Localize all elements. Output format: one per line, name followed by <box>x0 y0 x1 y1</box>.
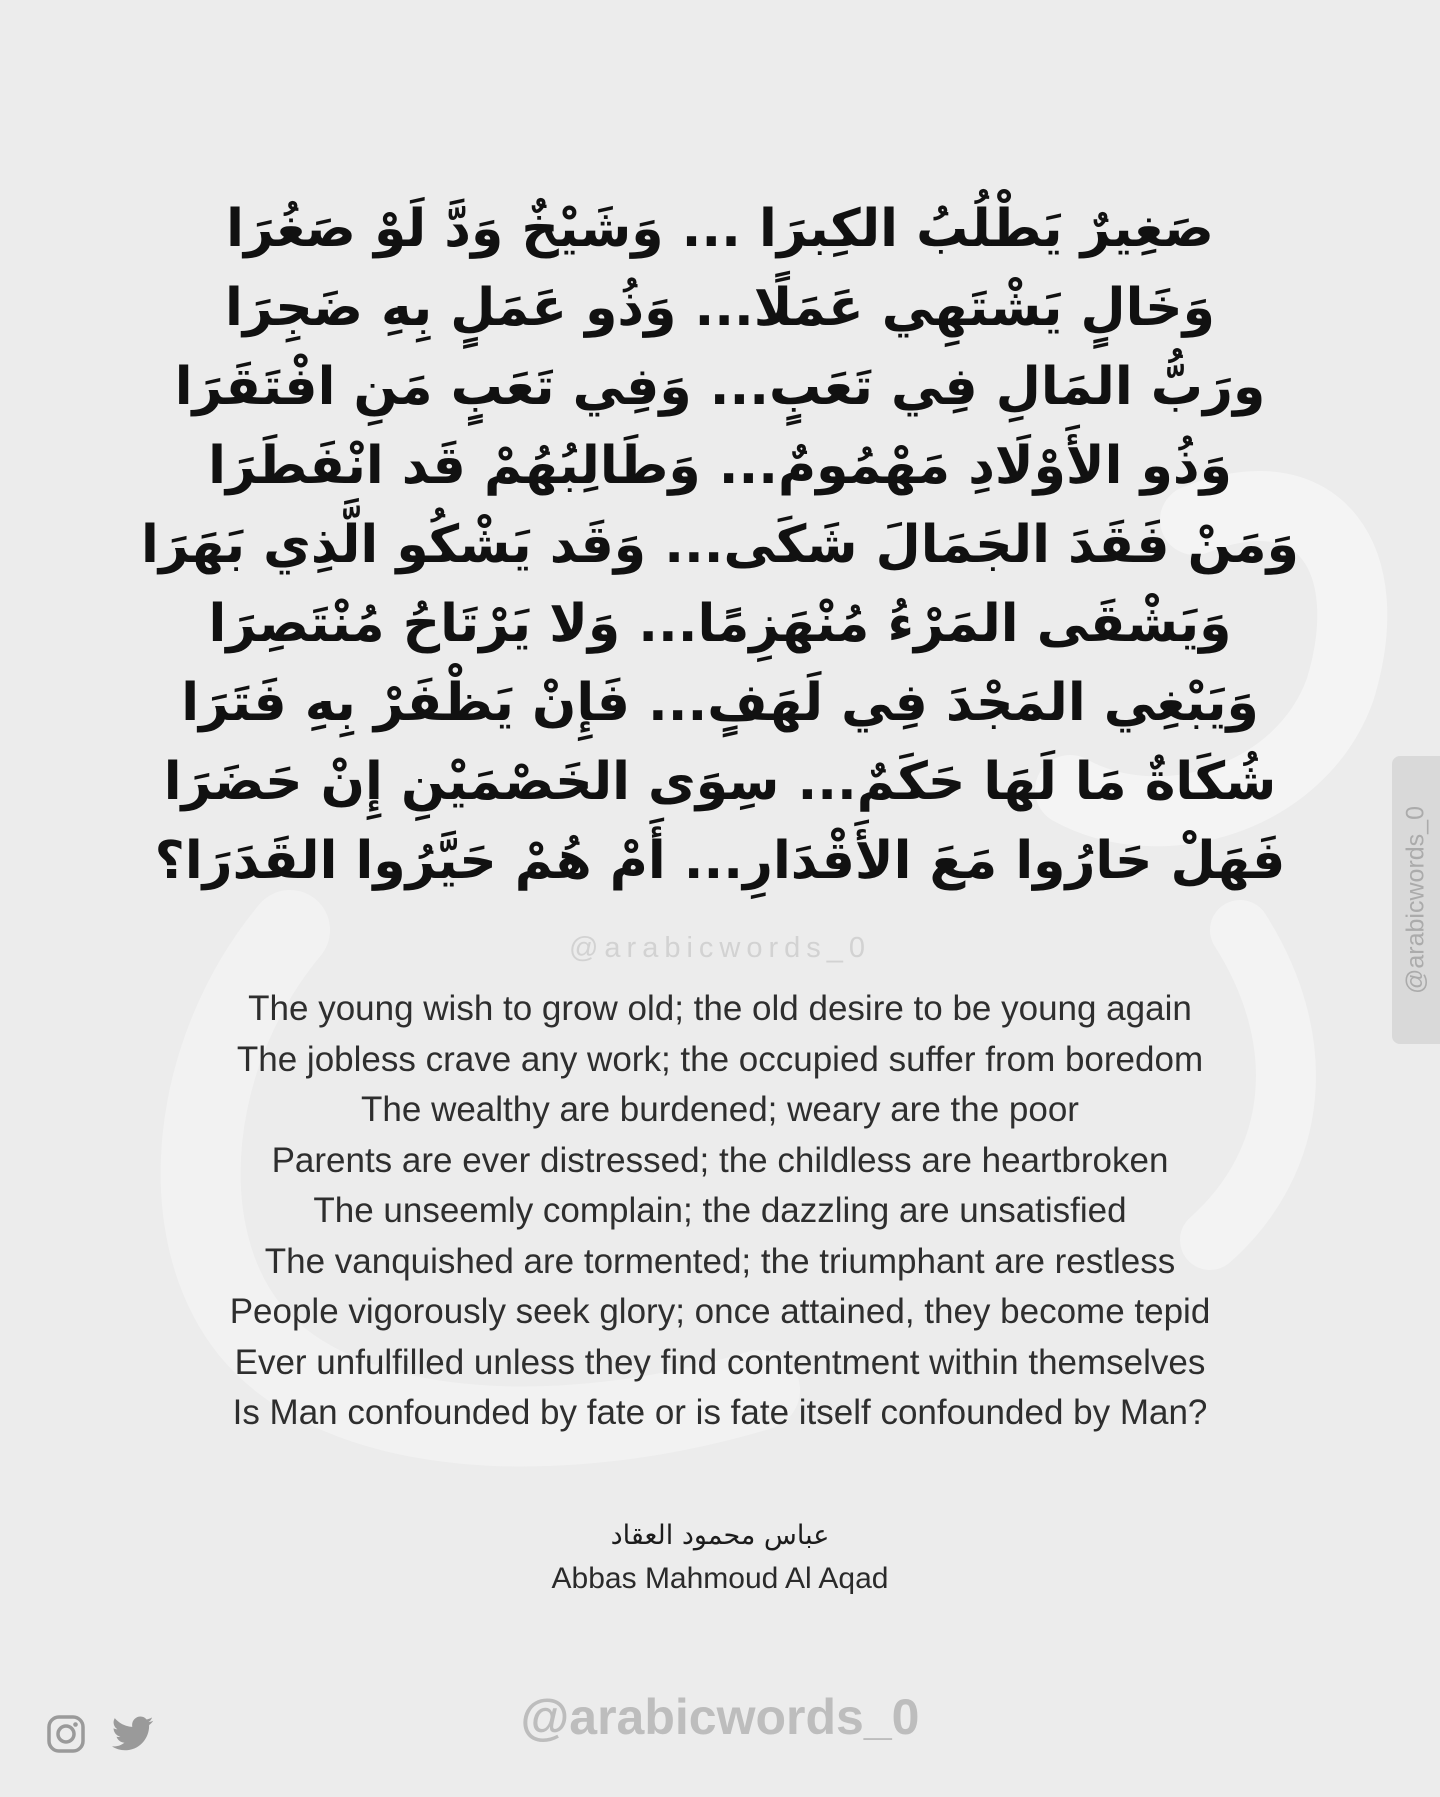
english-verse-line: People vigorously seek glory; once attained, they become tepid <box>229 1292 1211 1331</box>
english-verse-line: The vanquished are tormented; the triumphant are restless <box>264 1241 1176 1281</box>
english-verse-line: Is Man confounded by fate or is fate itself confounded by Man? <box>232 1393 1208 1432</box>
arabic-verse-line: فَهَلْ حَارُوا مَعَ الأَقْدَارِ... أَمْ هُمْ حَيَّرُوا القَدَرَا؟ <box>154 831 1286 891</box>
english-verse-line: Parents are ever distressed; the childless are heartbroken <box>271 1140 1169 1180</box>
english-verse-line: The wealthy are burdened; weary are the poor <box>361 1090 1079 1129</box>
arabic-verse-line: وَخَالٍ يَشْتَهِي عَمَلًا... وَذُو عَمَلٍ بِهِ ضَجِرَا <box>225 278 1215 338</box>
arabic-verse-line: وَذُو الأَوْلَادِ مَهْمُومٌ... وَطَالِبُهُمْ قَد انْفَطَرَا <box>208 436 1232 496</box>
english-verse-line: The unseemly complain; the dazzling are unsatisfied <box>313 1191 1127 1230</box>
english-verse-line: The jobless crave any work; the occupied suffer from boredom <box>236 1039 1204 1079</box>
arabic-verse-line: شُكَاةٌ مَا لَهَا حَكَمٌ... سِوَى الخَصْمَيْنِ إِنْ حَضَرَا <box>163 752 1277 812</box>
arabic-verse-line: وَمَنْ فَقَدَ الجَمَالَ شَكَى... وَقَد يَشْكُو الَّذِي بَهَرَا <box>141 515 1299 575</box>
arabic-verse-line: وَيَبْغِي المَجْدَ فِي لَهَفٍ... فَإِنْ يَظْفَرْ بِهِ فَتَرَا <box>181 673 1259 733</box>
english-translation <box>0 984 1440 1439</box>
author-name-arabic: عباس محمود العقاد <box>610 1520 830 1551</box>
arabic-verse-line: ورَبُّ المَالِ فِي تَعَبٍ... وَفِي تَعَبٍ مَنِ افْتَقَرَا <box>174 357 1266 417</box>
side-handle-tab <box>1392 756 1440 1044</box>
arabic-poem <box>120 190 1320 901</box>
english-verse-line: Ever unfulfilled unless they find contentment within themselves <box>234 1342 1206 1382</box>
arabic-verse-line: صَغِيرٌ يَطْلُبُ الكِبرَا ... وَشَيْخٌ وَدَّ لَوْ صَغُرَا <box>226 199 1214 259</box>
english-verse-line: The young wish to grow old; the old desire to be young again <box>248 989 1192 1028</box>
arabic-verse-line: وَيَشْقَى المَرْءُ مُنْهَزِمًا... وَلا يَرْتَاحُ مُنْتَصِرَا <box>208 594 1232 654</box>
side-handle-text: @arabicwords_0 <box>1401 806 1430 994</box>
author-name-english: Abbas Mahmoud Al Aqad <box>551 1562 889 1595</box>
watermark-handle: @arabicwords_0 <box>568 932 872 964</box>
footer-handle: @arabicwords_0 <box>520 1689 920 1745</box>
